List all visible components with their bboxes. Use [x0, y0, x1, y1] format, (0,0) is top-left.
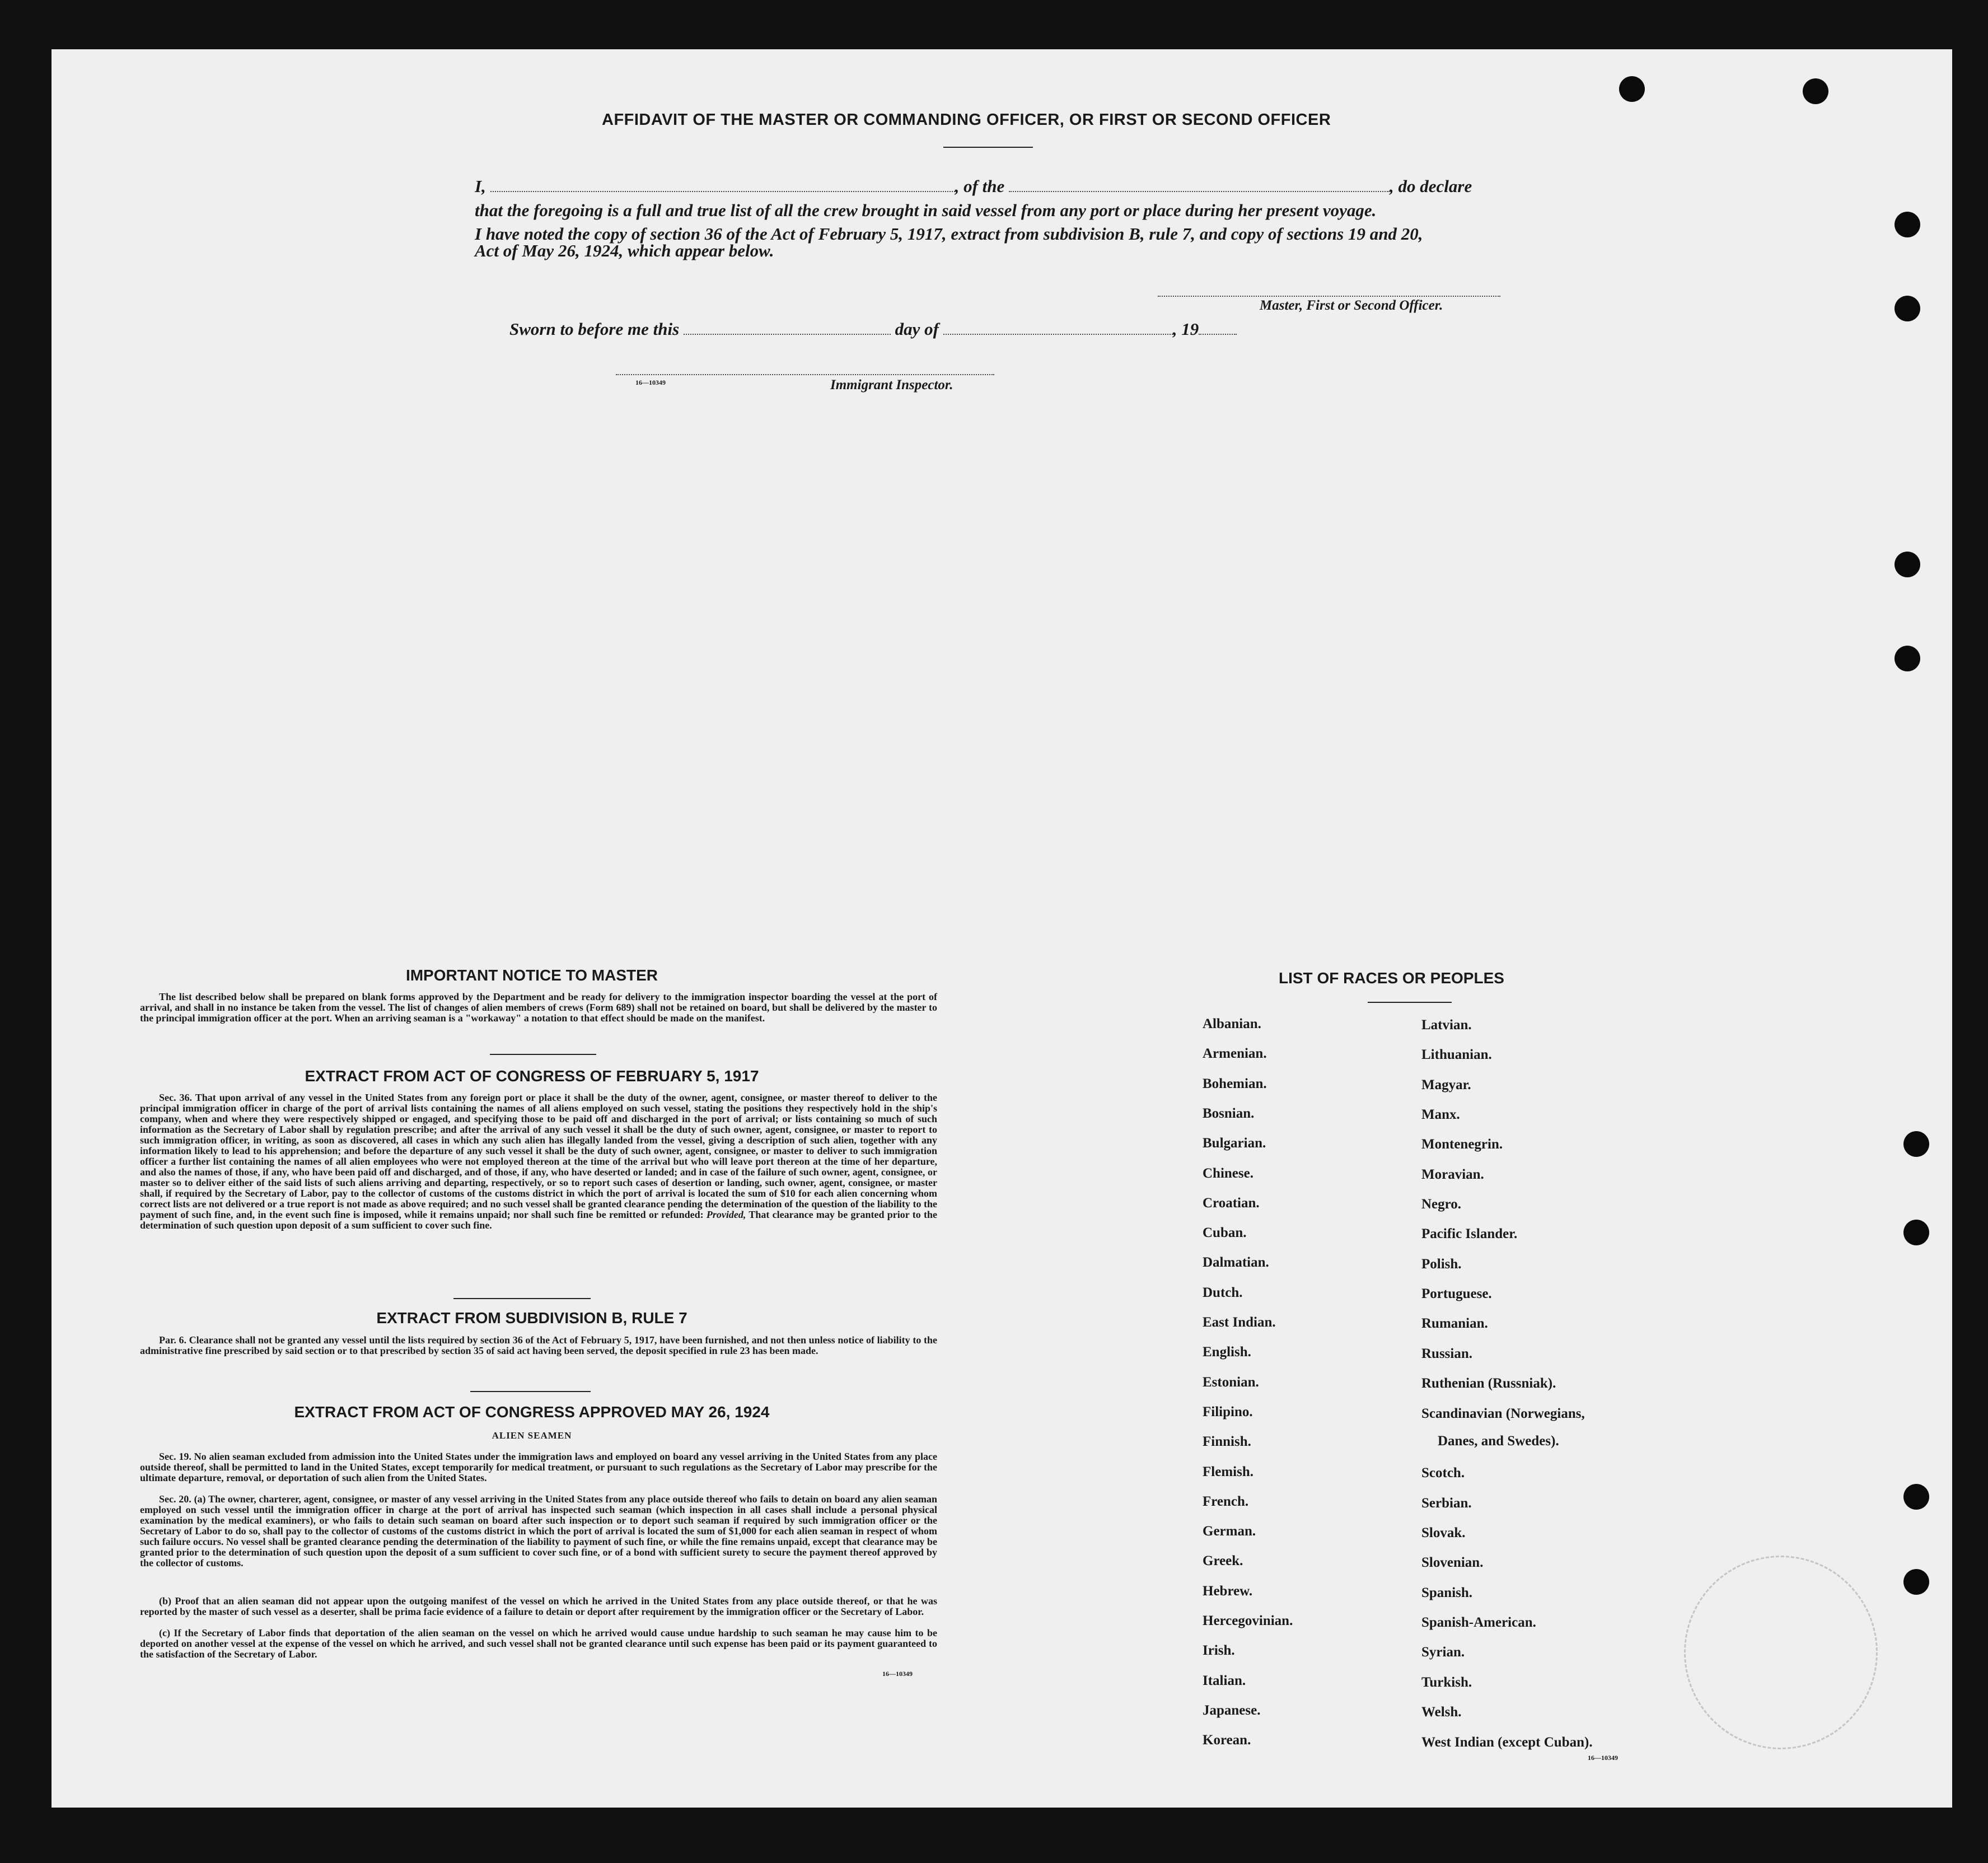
sec-20b-text: (b) Proof that an alien seaman did not appear upon the outgoing manifest of the vessel on which he arrived in the United States from any place outside thereof, or that he was reported by the master of such vessel as a deserter, shall be prima facie evidence of a failure to detain or deport after requirement by the immigration officer or the Secretary of Labor.: [140, 1595, 937, 1617]
race-item: Welsh.: [1421, 1705, 1462, 1720]
section-divider: [470, 1391, 591, 1392]
faded-seal-stamp: [1684, 1556, 1878, 1749]
races-title: LIST OF RACES OR PEOPLES: [1279, 969, 1504, 987]
race-item: Japanese.: [1203, 1703, 1261, 1718]
punch-hole: [1803, 78, 1828, 104]
race-item: Chinese.: [1203, 1166, 1253, 1181]
race-item: Finnish.: [1203, 1434, 1251, 1449]
race-item: Irish.: [1203, 1643, 1235, 1658]
race-item: Montenegrin.: [1421, 1137, 1503, 1152]
race-item: Russian.: [1421, 1346, 1473, 1361]
master-signature-label: Master, First or Second Officer.: [1260, 298, 1443, 313]
rule-7-body: Par. 6. Clearance shall not be granted any vessel until the lists required by section 36 of the Act of February 5, 1917, have been furnished, and not then unless notice of liability to the administrative fine prescribed by said section or to that prescribed by section 35 of said act having been served, the deposit specified in rule 23 has been made.: [140, 1334, 937, 1356]
race-item: Albanian.: [1203, 1016, 1261, 1031]
notice-title: IMPORTANT NOTICE TO MASTER: [405, 966, 658, 984]
punch-hole: [1903, 1131, 1929, 1157]
race-item: Korean.: [1203, 1733, 1251, 1748]
sworn-day-field[interactable]: [684, 320, 891, 335]
sec-20c-text: (c) If the Secretary of Labor finds that deportation of the alien seaman on the vessel on which he arrived would cause undue hardship to such seaman he may cause him to be deported on another vessel at the expense of the vessel on which he arrived, and such vessel shall not be granted clearance until such expense has been paid or its payment guaranteed to the satisfaction of the Secretary of Labor.: [140, 1627, 937, 1660]
rule-7-title: EXTRACT FROM SUBDIVISION B, RULE 7: [376, 1309, 687, 1327]
form-number: 16—10349: [635, 379, 666, 386]
affidavit-of-the: , of the: [955, 176, 1005, 196]
proviso-text: That clearance may be granted prior to the determination of such question upon deposit of a sum sufficient to cover such fine.: [140, 1209, 937, 1231]
race-item: Moravian.: [1421, 1167, 1484, 1182]
section-divider: [490, 1054, 596, 1055]
sec-36-text: That upon arrival of any vessel in the United States from any foreign port or place it shall be the duty of the owner, agent, consignee, or master thereof to deliver to the principal immigration officer in charge of the port of arrival lists containing the names of all aliens employed on such vessel, stating the positions they respectively hold in the ship's company, when and where they were respectively shipped or engaged, and specifying those to be paid off and discharged in the port of arrival; or lists containing so much of such information as the Secretary of Labor shall by regulation prescribe; and after the arrival of any such vessel it shall be the duty of such owner, agent, consignee, or master to report to such immigration officer, in writing, as soon as discovered, all cases in which any such alien has illegally landed from the vessel, giving a description of such alien, together with any information likely to lead to his apprehension; and before the departure of any such vessel it shall be the duty of such owner, agent, consignee, or master to deliver to such immigration officer a further list containing the names of all alien employees who were not employed thereon at the time of the arrival but who will leave port thereon at the time of her departure, and also the names of those, if any, who have been paid off and discharged, and of those, if any, who have deserted or landed; and in case of the failure of such owner, agent, consignee, or master so to deliver either of the said lists of such aliens arriving and departing, respectively, or so to report such cases of desertion or landing, such owner, agent, consignee, or master shall, if required by the Secretary of Labor, pay to the collector of customs of the customs district in which the port of arrival is located the sum of $10 for each alien concerning whom correct lists are not delivered or a true report is not made as above required; and no such vessel shall be granted clearance pending the determination of the question of the liability to the payment of such fine, and, in the event such fine is imposed, while it remains unpaid; nor shall such fine be remitted or refunded:: [140, 1092, 937, 1220]
race-item: Italian.: [1203, 1673, 1246, 1688]
affidavit-line-1: [475, 176, 1472, 197]
sworn-text: Sworn to before me this: [509, 319, 680, 339]
race-item: Bohemian.: [1203, 1076, 1267, 1091]
punch-hole: [1903, 1484, 1929, 1510]
affidavit-i: I,: [475, 176, 486, 196]
year-prefix: , 19: [1172, 319, 1199, 339]
punch-hole: [1895, 646, 1920, 671]
inspector-label: Immigrant Inspector.: [830, 377, 953, 393]
race-item: German.: [1203, 1524, 1256, 1539]
sworn-line: [509, 319, 1237, 339]
affidavit-line-3: I have noted the copy of section 36 of the Act of February 5, 1917, extract from subdivision B, rule 7, and copy of sections 19 and 20,: [475, 224, 1423, 244]
sworn-month-field[interactable]: [943, 320, 1173, 335]
name-blank-field[interactable]: [490, 178, 955, 192]
race-item: Ruthenian (Russniak).: [1421, 1376, 1556, 1391]
affidavit-line-4: Act of May 26, 1924, which appear below.: [475, 241, 774, 260]
punch-hole: [1895, 212, 1920, 237]
race-item: Polish.: [1421, 1257, 1462, 1272]
race-item: Manx.: [1421, 1107, 1460, 1122]
form-number: 16—10349: [882, 1670, 913, 1678]
race-item: Armenian.: [1203, 1046, 1267, 1061]
extract-1917-body: [140, 1092, 937, 1231]
race-item: Scandinavian (Norwegians,: [1421, 1406, 1585, 1421]
extract-1917-title: EXTRACT FROM ACT OF CONGRESS OF FEBRUARY 5, 1917: [305, 1067, 759, 1085]
race-item: Turkish.: [1421, 1675, 1472, 1690]
race-item: Magyar.: [1421, 1077, 1471, 1092]
race-item: Pacific Islander.: [1421, 1226, 1518, 1241]
races-divider: [1368, 1002, 1452, 1003]
sworn-year-field[interactable]: [1199, 320, 1237, 335]
race-item: Negro.: [1421, 1197, 1462, 1212]
race-item: Slovak.: [1421, 1525, 1466, 1540]
punch-hole: [1903, 1569, 1929, 1595]
race-item: Spanish.: [1421, 1585, 1473, 1600]
race-item: English.: [1203, 1344, 1251, 1360]
race-item: Dalmatian.: [1203, 1255, 1269, 1270]
affidavit-do-declare: , do declare: [1390, 176, 1472, 196]
affidavit-title: AFFIDAVIT OF THE MASTER OR COMMANDING OFFICER, OR FIRST OR SECOND OFFICER: [602, 111, 1331, 129]
race-item: Bulgarian.: [1203, 1136, 1266, 1151]
punch-hole: [1895, 552, 1920, 577]
extract-1924-title: EXTRACT FROM ACT OF CONGRESS APPROVED MAY 26, 1924: [294, 1403, 770, 1421]
race-item: Flemish.: [1203, 1464, 1253, 1479]
sec-36-label: Sec. 36.: [159, 1092, 193, 1103]
punch-hole: [1895, 296, 1920, 321]
race-item: Latvian.: [1421, 1017, 1472, 1033]
race-item: Syrian.: [1421, 1645, 1465, 1660]
sec-19-text: Sec. 19. No alien seaman excluded from admission into the United States under the immigration laws and employed on board any vessel arriving in the United States from any place outside thereof, shall be permitted to land in the United States, except temporarily for medical treatment, or pursuant to such regulations as the Secretary of Labor may prescribe for the ultimate departure, removal, or deportation of such alien from the United States.: [140, 1451, 937, 1483]
title-divider: [943, 147, 1033, 148]
alien-seamen-subtitle: ALIEN SEAMEN: [492, 1430, 572, 1441]
signature-line[interactable]: [1158, 296, 1500, 297]
race-item: Danes, and Swedes).: [1438, 1434, 1559, 1449]
day-of-text: day of: [895, 319, 939, 339]
race-item: Cuban.: [1203, 1225, 1247, 1240]
race-item: West Indian (except Cuban).: [1421, 1735, 1593, 1750]
sec-20a-text: Sec. 20. (a) The owner, charterer, agent, consignee, or master of any vessel arriving in the United States from any place outside thereof who fails to detain on board any alien seaman employed on such vessel until the immigration officer in charge at the port of arrival has inspected such seaman (which inspection in all cases shall include a personal physical examination by the medical examiners), or who fails to detain such seaman on board after such inspection or to deport such seaman if required by such immigration officer or the Secretary of Labor to do so, shall pay to the collector of customs of the customs district in which the port of arrival is located the sum of $1,000 for each alien seaman in respect of whom such failure occurs. No vessel shall be granted clearance pending the determination of the liability to payment of such fine, or while the fine remains unpaid, except that clearance may be granted prior to the determination of such question upon the deposit of a sum sufficient to cover such fine, or of a bond with sufficient surety to secure the payment thereof approved by the collector of customs.: [140, 1493, 937, 1568]
race-item: Hebrew.: [1203, 1584, 1253, 1599]
race-item: Greek.: [1203, 1553, 1243, 1568]
affidavit-line-2: that the foregoing is a full and true list of all the crew brought in said vessel from any port or place during her present voyage.: [475, 200, 1377, 220]
race-item: Slovenian.: [1421, 1555, 1484, 1570]
punch-hole: [1903, 1220, 1929, 1245]
race-item: Lithuanian.: [1421, 1047, 1492, 1062]
race-item: Filipino.: [1203, 1404, 1253, 1420]
race-item: Rumanian.: [1421, 1316, 1488, 1331]
form-number: 16—10349: [1588, 1754, 1618, 1762]
race-item: Estonian.: [1203, 1375, 1259, 1390]
inspector-signature-line[interactable]: [616, 374, 994, 375]
race-item: Scotch.: [1421, 1465, 1465, 1481]
race-item: Hercegovinian.: [1203, 1613, 1293, 1628]
punch-hole: [1619, 76, 1645, 102]
race-item: Dutch.: [1203, 1285, 1243, 1300]
notice-body: The list described below shall be prepared on blank forms approved by the Department and be ready for delivery to the immigration inspector boarding the vessel at the port of arrival, and shall in no instance be taken from the vessel. The list of changes of alien members of crews (Form 689) shall not be retained on board, but shall be delivered by the master to the principal immigration officer at the port. When an arriving seaman is a "workaway" a notation to that effect should be made on the manifest.: [140, 991, 937, 1024]
section-divider: [453, 1298, 591, 1299]
race-item: Serbian.: [1421, 1496, 1472, 1511]
race-item: French.: [1203, 1494, 1249, 1509]
race-item: Spanish-American.: [1421, 1615, 1536, 1630]
race-item: Bosnian.: [1203, 1106, 1255, 1121]
race-item: Portuguese.: [1421, 1286, 1492, 1301]
race-item: East Indian.: [1203, 1315, 1276, 1330]
provided-label: Provided,: [706, 1209, 746, 1220]
race-item: Croatian.: [1203, 1196, 1260, 1211]
vessel-blank-field[interactable]: [1009, 178, 1390, 192]
